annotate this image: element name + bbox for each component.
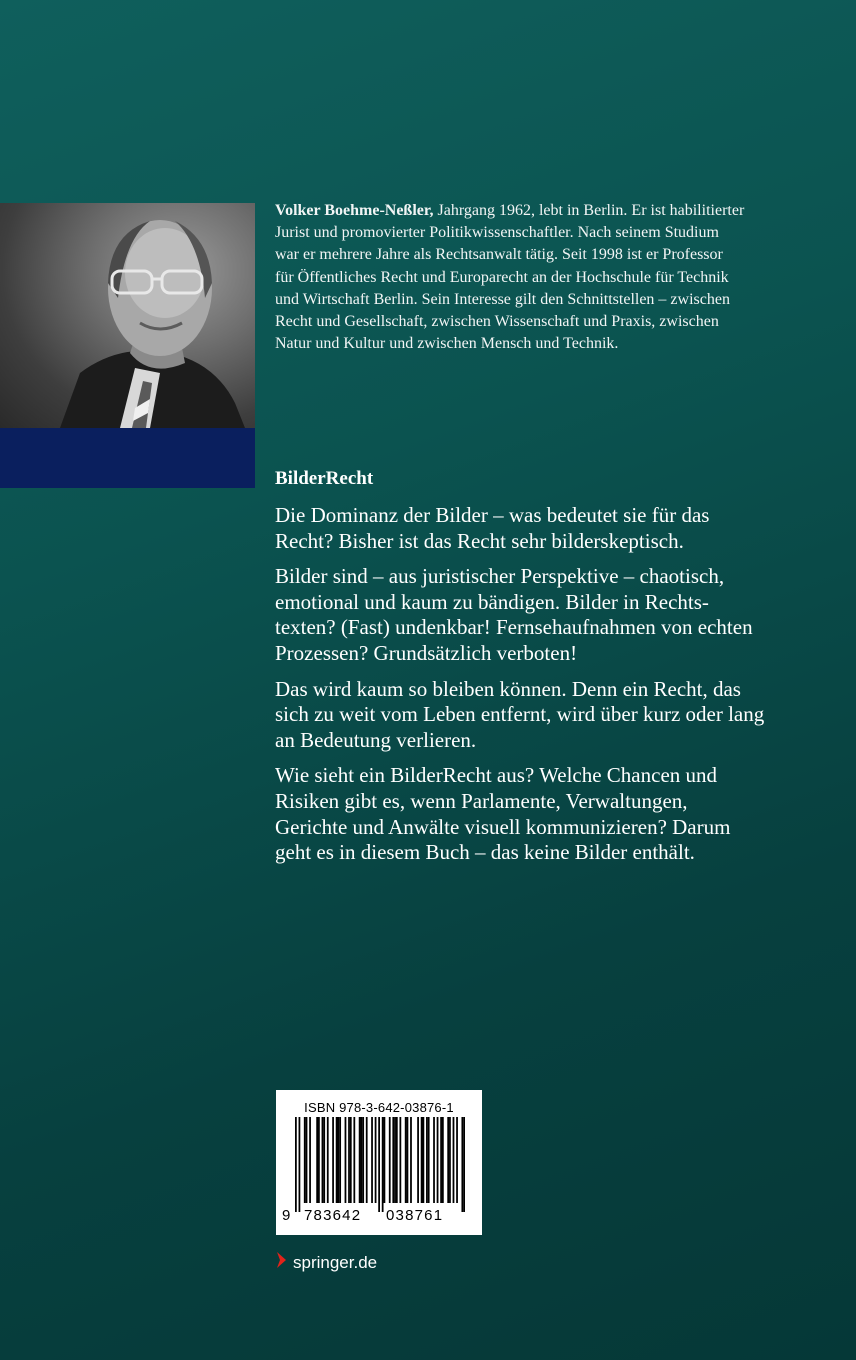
barcode-bar xyxy=(456,1117,458,1203)
barcode-bar xyxy=(323,1117,325,1203)
blurb-paragraph-2: Bilder sind – aus juristischer Perspektive – chaotisch, emotional und kaum zu bändigen. Bilder in Rechts-texten? (Fast) undenkbar! Fernsehaufnahmen von echten Prozessen? Grundsätzlich verboten! xyxy=(275,564,753,665)
barcode-bar xyxy=(447,1117,449,1203)
barcode-bar xyxy=(417,1117,419,1203)
book-title: BilderRecht xyxy=(275,468,374,489)
barcode-bar xyxy=(353,1117,355,1203)
barcode-bar xyxy=(421,1117,423,1203)
blurb-paragraph-3: Das wird kaum so bleiben können. Denn ein Recht, das sich zu weit vom Leben entfernt, wird über kurz oder lang an Bedeutung verlieren. xyxy=(275,676,765,752)
barcode-bar xyxy=(348,1117,350,1203)
barcode-right-digits: 038761 xyxy=(386,1207,444,1224)
accent-bar xyxy=(0,428,255,488)
blurb-paragraph-4: Wie sieht ein BilderRecht aus? Welche Chancen und Risiken gibt es, wenn Parlamente, Verwaltungen, Gerichte und Anwälte visuell kommunizieren? Darum geht es in diesem Buch – das keine Bilder enthält. xyxy=(275,763,731,865)
blurb-paragraph-1: Die Dominanz der Bilder – was bedeutet sie für das Recht? Bisher ist das Recht sehr bilderskeptisch. xyxy=(275,503,710,553)
barcode-bar xyxy=(461,1117,463,1212)
barcode-first-digit: 9 xyxy=(282,1207,292,1224)
barcode-bar xyxy=(371,1117,373,1203)
barcode-bar xyxy=(407,1117,409,1203)
barcode-bar xyxy=(375,1117,377,1203)
barcode-panel xyxy=(276,1090,482,1235)
barcode-bar xyxy=(440,1117,442,1203)
barcode-bar xyxy=(318,1117,320,1203)
barcode-icon xyxy=(295,1117,465,1212)
chevron-right-icon xyxy=(276,1251,288,1274)
barcode-bar xyxy=(463,1117,465,1212)
barcode-bar xyxy=(453,1117,455,1203)
barcode-bar xyxy=(384,1117,386,1203)
barcode-bar xyxy=(426,1117,428,1203)
barcode-bar xyxy=(306,1117,308,1203)
barcode-bar xyxy=(350,1117,352,1203)
barcode-bar xyxy=(423,1117,425,1203)
book-blurb xyxy=(275,503,765,876)
barcode-bar xyxy=(299,1117,301,1212)
barcode-bar xyxy=(378,1117,380,1212)
barcode-bar xyxy=(437,1117,439,1203)
author-portrait-graphic xyxy=(0,203,255,428)
barcode-bar xyxy=(345,1117,347,1203)
barcode-bar xyxy=(405,1117,407,1203)
barcode-bar xyxy=(339,1117,341,1203)
author-photo xyxy=(0,203,255,428)
barcode-bar xyxy=(410,1117,412,1203)
barcode-bar xyxy=(366,1117,368,1203)
barcode-bar xyxy=(309,1117,311,1203)
barcode-bar xyxy=(396,1117,398,1203)
publisher-url[interactable]: springer.de xyxy=(293,1252,378,1272)
barcode-bar xyxy=(428,1117,430,1203)
barcode-bar xyxy=(327,1117,329,1203)
barcode-bar xyxy=(449,1117,451,1203)
author-name: Volker Boehme-Neßler, xyxy=(275,202,434,219)
barcode-bar xyxy=(316,1117,318,1203)
barcode-bar xyxy=(332,1117,334,1203)
barcode-bar xyxy=(392,1117,394,1203)
barcode-bar xyxy=(442,1117,444,1203)
barcode-bar xyxy=(389,1117,391,1203)
barcode-bar xyxy=(295,1117,297,1212)
barcode-bar xyxy=(359,1117,361,1203)
author-bio xyxy=(275,200,745,355)
barcode-bar xyxy=(399,1117,401,1203)
barcode-bar xyxy=(338,1117,340,1203)
isbn-label: ISBN 978-3-642-03876-1 xyxy=(304,1100,454,1115)
barcode-bar xyxy=(382,1117,384,1212)
barcode-bar xyxy=(394,1117,396,1203)
author-bio-text: Jahrgang 1962, lebt in Berlin. Er ist habilitierter Jurist und promovierter Politikwissenschaftler. Nach seinem Studium war er mehrere Jahre als Rechtsanwalt tätig. Seit 1998 ist er Professor für Öffentliches Recht und Europarecht an der Hochschule für Technik und Wirtschaft Berlin. Sein Interesse gilt den Schnittstellen – zwischen Recht und Gesellschaft, zwischen Wissenschaft und Praxis, zwischen Natur und Kultur und zwischen Mensch und Technik. xyxy=(275,202,745,353)
barcode-bar xyxy=(304,1117,306,1203)
barcode-bar xyxy=(322,1117,324,1203)
barcode-bar xyxy=(361,1117,363,1203)
barcode-bar xyxy=(362,1117,364,1203)
barcode-left-digits: 783642 xyxy=(304,1207,362,1224)
barcode-bar xyxy=(433,1117,435,1203)
barcode-bar xyxy=(336,1117,338,1203)
publisher-link[interactable] xyxy=(276,1251,377,1274)
